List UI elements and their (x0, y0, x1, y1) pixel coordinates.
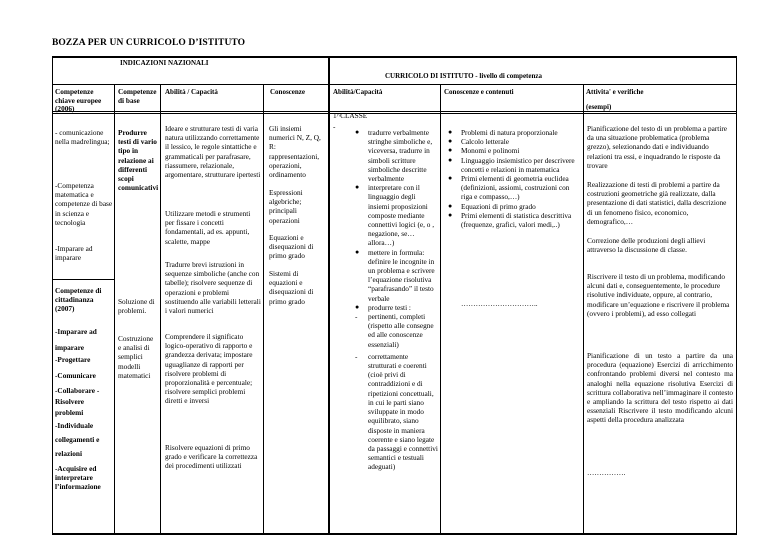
dash-icon: - (355, 312, 358, 322)
col5-item: ● interpretare con il linguaggio degli insiemi proposizioni composte mediante connettivi logici (e, o , negazione, se…allora…) (355, 183, 435, 248)
bullet-icon: ● (355, 247, 360, 256)
col3-text-a: Ideare e strutturare testi di varia natura utilizzando correttamente il lessico, le regole sintattiche e grammaticali per parafrasare, riassumere, relazionale, argomentare, strutturare ipertesti (165, 124, 261, 180)
col1-text-b: -Competenza matematica e competenze di base in scienza e tecnologia (55, 181, 113, 227)
col7-dots: ……………. (587, 468, 626, 477)
col1-text-j: -Individuale collegamenti e relazioni (55, 421, 100, 458)
col2-text-b: Soluzione di problemi. (118, 297, 155, 316)
bullet-icon: ● (448, 128, 453, 136)
col6-item: ● Equazioni di primo grado (448, 201, 536, 211)
col1-text-h: -Comunicare (55, 371, 96, 380)
col1-text-g: -Progettare (55, 355, 91, 364)
col6-dots: ………………………….. (461, 299, 538, 308)
col6-item: ● Primi elementi di geometria euclidea (definizioni, assiomi, costruzioni con riga e compasso,…) (448, 174, 570, 202)
col7-text-c: Correzione delle produzioni degli allievi attraverso la discussione di classe. (587, 236, 706, 255)
col5-item: - correttamente strutturati e coerenti (cioè privi di contraddizioni e di ripetizioni concettuali, in cui le parti siano sviluppate in modo equilibrato, siano disposte in maniera coerente e siano legate da passaggi e connettivi semantici e testuali adeguati) (355, 351, 438, 472)
col2-text-a: Produrre testi di vario tipo in relazione ai differenti scopi comunicativi (118, 128, 159, 193)
col1-header: Competenze chiave europee (2006) (55, 87, 102, 113)
col5-item: ● produrre testi : (355, 302, 411, 312)
col2-header: Competenze di base (118, 87, 157, 105)
bullet-icon: ● (448, 146, 453, 155)
bullet-icon: ● (448, 174, 453, 183)
col6-list (448, 128, 581, 230)
bullet-icon: ● (448, 210, 453, 219)
page-title: BOZZA PER UN CURRICOLO D’ISTITUTO (52, 38, 246, 48)
col3-text-b: Utilizzare metodi e strumenti per fissare i concetti fondamentali, ad es. appunti, scalette, mappe (165, 209, 251, 246)
col6-item: ● Monomi e polinomi (448, 146, 520, 156)
col4-header: Conoscenze (270, 88, 305, 96)
col3-text-c: Tradurre brevi istruzioni in sequenze simboliche (anche con tabelle); risolvere sequenze di operazioni e problemi sostituendo alle variabili letterali i valori numerici (165, 260, 261, 316)
col3-header: Abilità / Capacità (165, 88, 218, 96)
col7-text-e: Pianificazione di un testo a partire da una procedura (equazione) Esercizi di arricchimento confrontando problemi diversi nel contesto ma analoghi nella equazione risolutiva Esercizi di scrittura collaborativa nell’immaginare il contesto e ampliando la scrittura del testo rispetto ai dati essenziali Riscrivere il testo modificando alcuni aspetti della procedura analizzata (587, 351, 733, 425)
col1-text-c: -Imparare ad imparare (55, 244, 93, 263)
col1-text-a: - comunicazione nella madrelingua; (55, 128, 110, 147)
col1-text-d: Competenze di cittadinanza (2007) (55, 286, 102, 314)
col6-item: ● Problemi di natura proporzionale (448, 128, 558, 137)
header-curricolo: CURRICOLO DI ISTITUTO - livello di competenza (385, 72, 542, 80)
col4-text-c: Equazioni e disequazioni di primo grado (269, 233, 314, 261)
col1-text-f: imparare (55, 343, 85, 352)
col5-dash-top: - (333, 122, 336, 131)
header-indicazioni: INDICAZIONI NAZIONALI (120, 59, 209, 67)
col2-text-c: Costruzione e analisi di semplici modelli matematici (118, 334, 154, 380)
col4-text-b: Espressioni algebriche; principali operazioni (269, 188, 303, 225)
col7-text-b: Realizzazione di testi di problemi a partire da costruzioni geometriche già realizzate, dalla presentazione di dati statistici, dalla descrizione di un fenomeno fisico, economico, demografico,… (587, 180, 727, 226)
col5-item: - pertinenti, completi (rispetto alle consegne ed alle conoscenze essenziali) (355, 312, 434, 349)
col4-text-d: Sistemi di equazioni e disequazioni di primo grado (269, 269, 314, 306)
col1-text-i: -Collaborare -Risolvere problemi (55, 386, 100, 417)
bullet-icon: ● (448, 201, 453, 210)
bullet-icon: ● (448, 155, 453, 164)
bullet-icon: ● (355, 302, 360, 311)
col6-item: ● Calcolo letterale (448, 137, 510, 147)
col6-item: ● Primi elementi di statistica descrittiva (frequenze, grafici, valori medi,..) (448, 210, 572, 230)
bullet-icon: ● (355, 183, 360, 192)
col1-text-k: -Acquisire ed interpretare l’informazione (55, 464, 101, 492)
col7-text-a: Pianificazione del testo di un problema a partire da una situazione problematica (problema grezzo), selezionando dati e individuando relazioni tra essi, e inquadrando le risposte da trovare (587, 124, 728, 170)
col3-text-e: Risolvere equazioni di primo grado e verificare la correttezza dei procedimenti utilizzati (165, 443, 258, 471)
col5-list (355, 128, 438, 472)
col5-header: Abilità/Capacità (333, 88, 383, 96)
col5-classe: 1^CLASSE (333, 111, 368, 120)
col7-subheader: (esempi) (586, 103, 612, 111)
col6-header: Conoscenze e contenuti (444, 88, 514, 96)
bullet-icon: ● (355, 128, 360, 136)
col6-item: ● Linguaggio insiemistico per descrivere concetti e relazioni in matematica (448, 155, 575, 174)
bullet-icon: ● (448, 137, 453, 146)
col7-header: Attivita' e verifiche (586, 88, 644, 96)
col5-item: ● tradurre verbalmente stringhe simboliche e, viceversa, tradurre in simboli scritture simboliche descritte verbalmente (355, 128, 433, 184)
col3-text-d: Comprendere il significato logico-operativo di rapporto e grandezza derivata; impostare uguaglianze di rapporti per risolvere problemi di proporzionalità e percentuale; risolvere semplici problemi diretti e inversi (165, 332, 253, 406)
col5-item: ● mettere in formula: definire le incognite in un problema e scrivere l’equazione risolutiva “parafrasando” il testo verbale (355, 247, 435, 303)
col4-text-a: Gli insiemi numerici N, Z, Q, R: rappresentazioni, operazioni, ordinamento (269, 124, 321, 180)
col7-text-d: Riscrivere il testo di un problema, modificando alcuni dati e, conseguentemente, le procedure risolutive individuate, oppure, al contrario, modificare un’equazione e riscrivere il problema (ovvero i problemi), ad esso collegati (587, 272, 730, 318)
dash-icon: - (355, 351, 358, 361)
col1-text-e: -Imparare ad (55, 327, 97, 336)
